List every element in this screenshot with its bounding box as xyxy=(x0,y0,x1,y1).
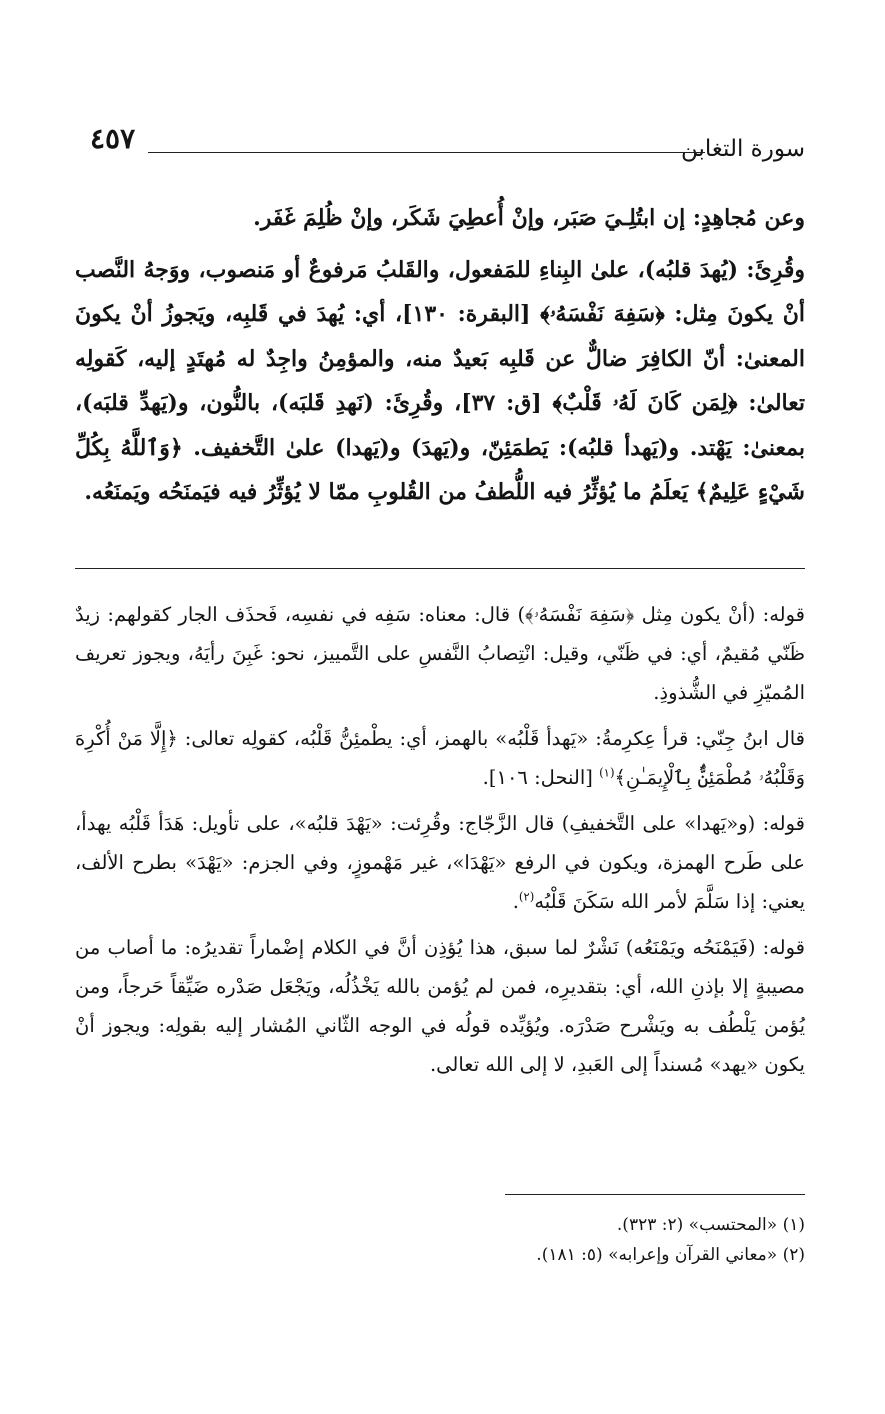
footnote-1: (١) «المحتسب» (٢: ٣٢٣). xyxy=(616,1215,805,1235)
surah-title: سورة التغابن xyxy=(681,136,805,162)
footnote-marker-2: (٢) xyxy=(518,889,535,904)
main-text xyxy=(75,196,805,515)
footnote-marker-1: (١) xyxy=(599,765,615,780)
header-rule xyxy=(148,152,705,153)
commentary-paragraph-2 xyxy=(75,719,805,797)
footnote-separator xyxy=(505,1194,805,1195)
quran-reference: [النحل: ١٠٦]. xyxy=(482,766,593,789)
page-number: ٤٥٧ xyxy=(90,122,136,155)
commentary-paragraph-3 xyxy=(75,804,805,921)
main-paragraph-1: وعن مُجاهِدٍ: إن ابتُلِـيَ صَبَر، وإنْ أُعطِيَ شَكَر، وإنْ ظُلِمَ غَفَر. xyxy=(253,205,805,231)
main-commentary-separator xyxy=(75,568,805,569)
commentary xyxy=(75,595,805,1084)
sentence-end: . xyxy=(512,890,519,913)
commentary-paragraph-2-text: قال ابنُ جِنّي: قرأ عِكرِمةُ: «يَهدأ قَلْبُه» بالهمز، أي: يطْمئِنُّ قَلْبُه، كقولِه تعالى: ﴿إِلَّا مَنْ أُكْرِهَ وَقَلْبُهُۥ مُطْمَئِنٌّۢ بِٱلْإِيمَـٰنِ﴾ xyxy=(75,727,805,789)
commentary-paragraph-3-text: قوله: (و«يَهدا» على التَّخفيفِ) قال الزَّجّاج: وقُرِئت: «يَهْدَ قلبُه»، على تأويل: هَدَأ قَلْبُه يهدأ، على طَرح الهمزة، ويكون في الرفع «يَهْدَا»، غير مَهْموزٍ، وفي الجزم: «يَهْدَ» بطرح الألف، يعني: إذا سَلَّمَ لأمر الله سَكَنَ قَلْبُه xyxy=(75,812,805,913)
commentary-paragraph-4: قوله: (فَيَمْنَحُه ويَمْنَعُه) نَشْرٌ لما سبق، هذا يُؤذِن أنَّ في الكلام إضْماراً تقديرُه: ما أصاب من مصيبةٍ إلا بإذنِ الله، أي: بتقديرِه، فمن لم يُؤمن بالله يَخْذُلُه، ويَجْعَل صَدْره ضَيِّقاً حَرجاً، ومن يُؤمن يَلْطُف به ويَشْرح صَدْرَه. ويُؤيِّده قولُه في الوجه الثّاني المُشار إليه بقولِه: ويجوز أنْ يكون «يهد» مُسنداً إلى العَبدِ، لا إلى الله تعالى. xyxy=(75,936,805,1076)
commentary-paragraph-1: قوله: (أنْ يكون مِثل ﴿سَفِهَ نَفْسَهُۥ﴾) قال: معناه: سَفِه في نفسِه، فَحذَف الجار كقولهم: زيدٌ ظَنّي مُقيمٌ، أي: في ظَنّي، وقيل: انْتِصابُ النَّفسِ على التَّمييز، نحو: غَبِنَ رأيَهُ، ويجوز تعريف المُميّزِ في الشُّذوذِ. xyxy=(75,603,805,704)
footnote-2: (٢) «معاني القرآن وإعرابه» (٥: ١٨١). xyxy=(536,1245,805,1265)
main-paragraph-2: وقُرِئَ: (يُهدَ قلبُه)، علىٰ البِناءِ للمَفعول، والقَلبُ مَرفوعٌ أو مَنصوب، ووَجهُ النَّصب أنْ يكونَ مِثل: ﴿سَفِهَ نَفْسَهُۥ﴾ [البقرة: ١٣٠]، أي: يُهدَ في قَلبِه، ويَجوزُ أنْ يكونَ المعنىٰ: أنّ الكافِرَ ضالٌّ عن قَلبِه بَعيدٌ منه، والمؤمِنُ واجِدٌ له مُهتَدٍ إليه، كَقولِه تعالىٰ: ﴿لِمَن كَانَ لَهُۥ قَلْبٌ﴾ [ق: ٣٧]، وقُرِئَ: (نَهدِ قَلبَه)، بالنُّون، و(يَهدِّ قلبَه)، بمعنىٰ: يَهْتد. و(يَهدأ قلبُه): يَطمَئِنّ، و(يَهدَ) و(يَهدا) علىٰ التَّخفيف. ﴿وَٱللَّهُ بِكُلِّ شَيْءٍ عَلِيمٌ﴾ يَعلَمُ ما يُؤثِّرُ فيه اللُّطفُ من القُلوبِ ممّا لا يُؤثِّرُ فيه فيَمنَحُه ويَمنَعُه. xyxy=(75,256,805,505)
footnotes xyxy=(75,1210,805,1270)
